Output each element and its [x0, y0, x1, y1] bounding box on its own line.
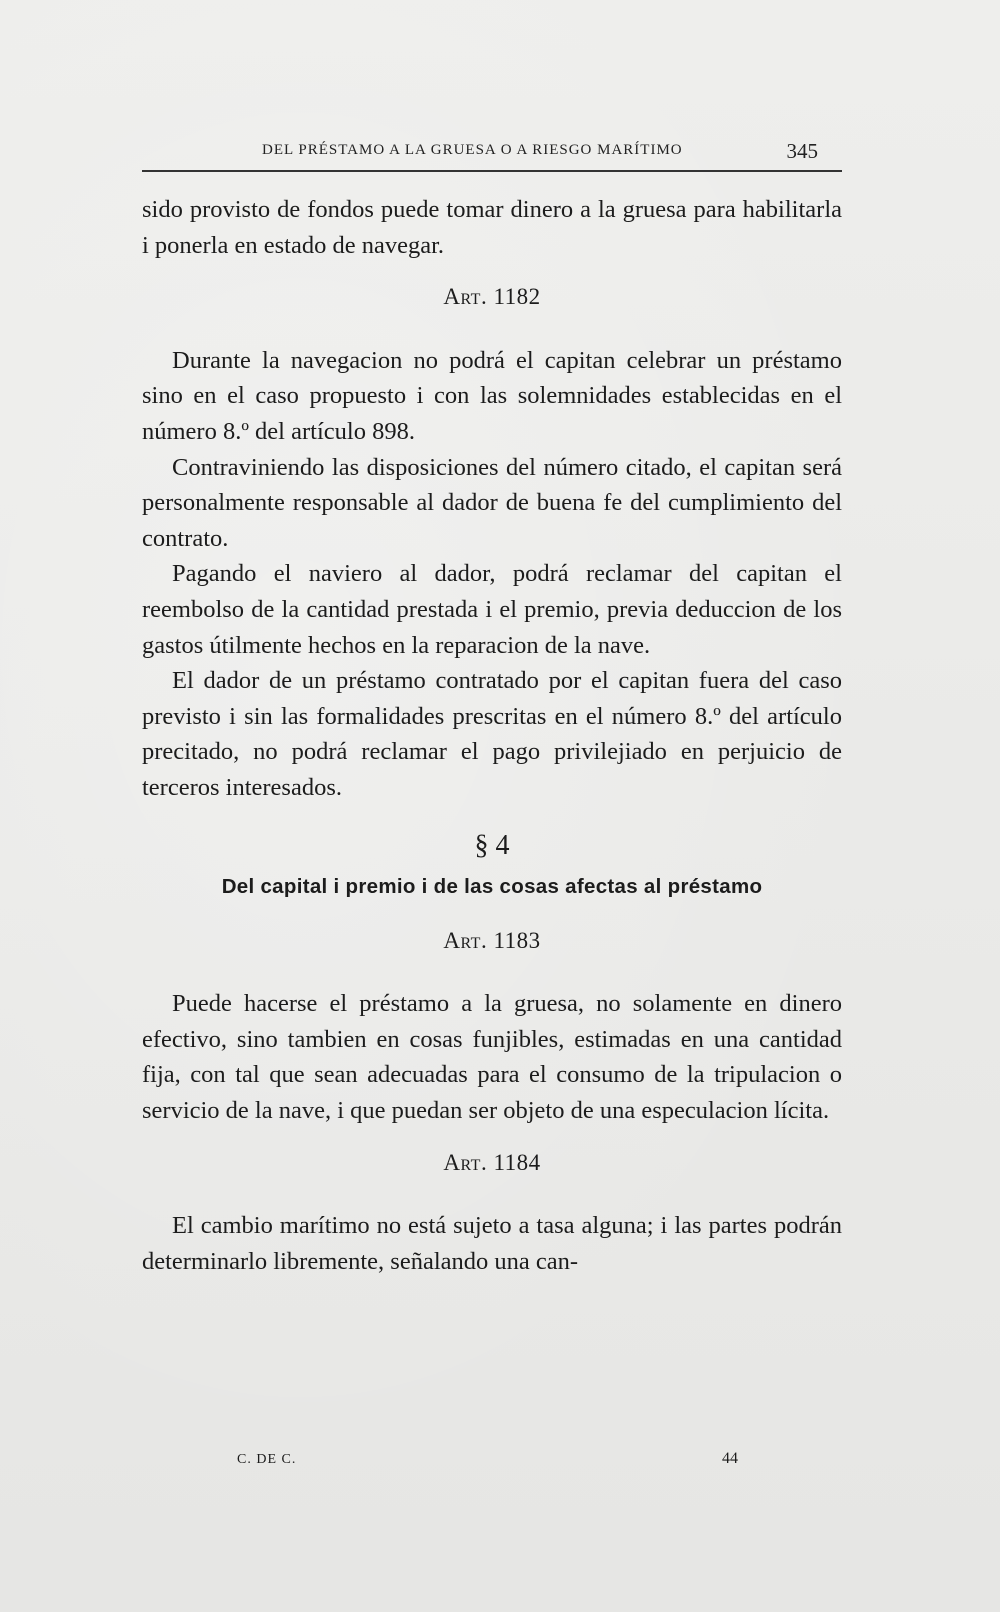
article-label: Art.: [443, 284, 488, 310]
article-1182-paragraph-3: Pagando el naviero al dador, podrá reclamar del capitan el reembolso de la cantidad prestada i el premio, previa deduccion de los gastos útilmente hechos en la reparacion de la nave.: [142, 560, 842, 659]
running-title: DEL PRÉSTAMO A LA GRUESA O A RIESGO MARÍTIMO: [262, 142, 683, 158]
article-heading-1184: [142, 1145, 842, 1181]
section-title: Del capital i premio i de las cosas afectas al préstamo: [221, 875, 763, 899]
page-number: 345: [786, 139, 818, 163]
article-heading-1182: [142, 279, 842, 315]
signature-mark: C. DE C.: [237, 1452, 297, 1467]
section-mark: § 4: [474, 829, 510, 861]
article-1183-paragraph-1: Puede hacerse el préstamo a la gruesa, no solamente en dinero efectivo, sino tambien en cosas funjibles, estimadas en una cantidad fija, con tal que sean adecuadas para el consumo de la tripulacion o servicio de la nave, i que puedan ser objeto de una especulacion lícita.: [142, 990, 842, 1125]
sheet-number: 44: [722, 1450, 738, 1467]
article-1182-paragraph-4: El dador de un préstamo contratado por el capitan fuera del caso previsto i sin las formalidades prescritas en el número 8.º del artículo precitado, no podrá reclamar el pago privilejiado en perjuicio de terceros interesados.: [142, 667, 842, 801]
article-label: Art.: [443, 927, 488, 953]
article-1184-paragraph-1: El cambio marítimo no está sujeto a tasa alguna; i las partes podrán determinarlo libremente, señalando una can-: [142, 1212, 842, 1275]
article-label: Art.: [443, 1149, 488, 1175]
article-heading-1183: [142, 923, 842, 959]
header-rule: [142, 170, 842, 172]
page-body: [142, 192, 842, 1279]
continued-paragraph: sido provisto de fondos puede tomar dinero a la gruesa para habilitarla i ponerla en estado de navegar.: [142, 196, 842, 259]
article-1182-paragraph-1: Durante la navegacion no podrá el capitan celebrar un préstamo sino en el caso propuesto i con las solemnidades establecidas en el número 8.º del artículo 898.: [142, 346, 842, 445]
running-head: [142, 139, 842, 166]
article-1182-paragraph-2: Contraviniendo las disposiciones del número citado, el capitan será personalmente responsable al dador de buena fe del cumplimiento del contrato.: [142, 453, 842, 552]
page-footer: [142, 1452, 842, 1474]
article-number: 1182: [493, 284, 541, 310]
article-number: 1183: [493, 927, 541, 953]
article-number: 1184: [493, 1149, 541, 1175]
